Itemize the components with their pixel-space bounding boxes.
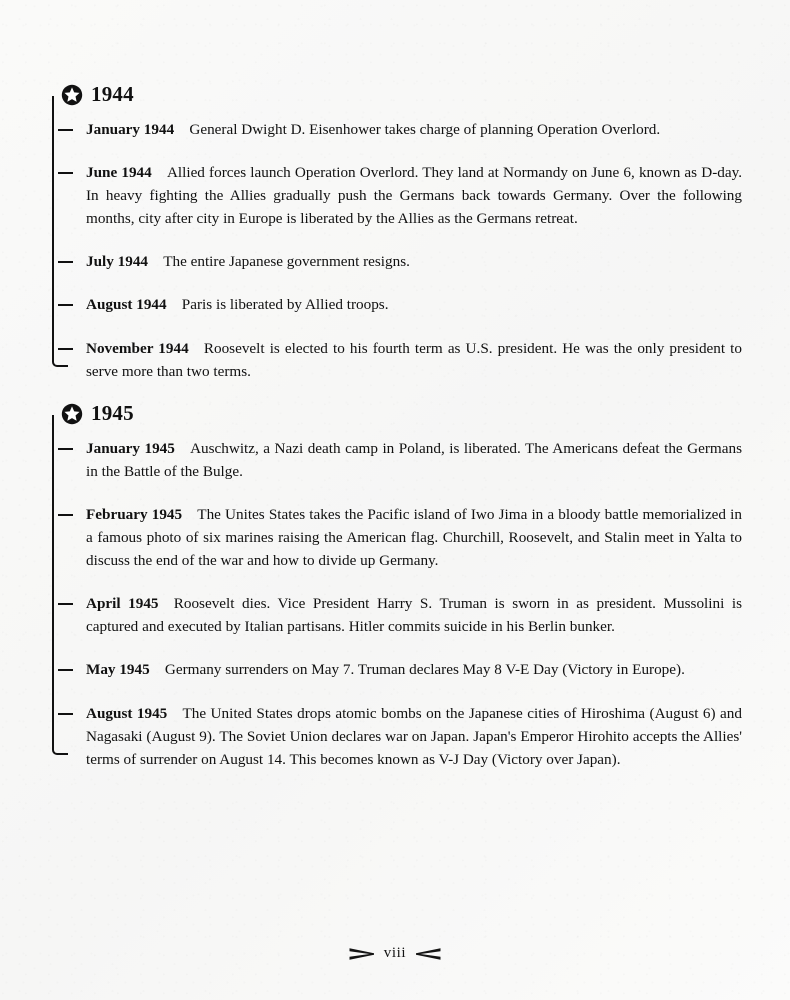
entry-tick [58, 129, 73, 131]
entry-term: April 1945 [86, 595, 159, 613]
entry-tick [58, 448, 73, 450]
timeline-entry [72, 658, 742, 681]
timeline-entry [72, 702, 742, 771]
entry-term: January 1944 [86, 121, 175, 138]
timeline-entry [72, 293, 742, 316]
year-heading-1944 [72, 82, 742, 112]
entry-term: June 1944 [86, 164, 152, 182]
entry-term: May 1945 [86, 661, 150, 679]
entry-text: Auschwitz, a Nazi death camp in Poland, is liberated. The Americans defeat the Germans in the Battle of the Bulge. [86, 439, 742, 480]
timeline-rail [52, 96, 68, 367]
timeline [52, 82, 742, 775]
timeline-rail [52, 415, 68, 755]
entry-text: The Unites States takes the Pacific island of Iwo Jima in a bloody battle memorialized in a famous photo of six marines raising the American flag. Churchill, Roosevelt, and Stalin meet in Yalta to discuss the end of the war and how to divide up Germany. [86, 505, 742, 570]
year-label: 1944 [91, 82, 134, 106]
entry-text: Allied forces launch Operation Overlord. They land at Normandy on June 6, known as D-day. In heavy fighting the Allies gradually push the Germans back towards Germany. Over the following months, city after city in Europe is liberated by the Allies as the Germans retreat. [86, 164, 742, 228]
entry-term: November 1944 [86, 339, 189, 357]
entry-text: Germany surrenders on May 7. Truman declares May 8 V-E Day (Victory in Europe). [164, 661, 685, 679]
entry-tick [58, 514, 73, 516]
page-footer [0, 946, 790, 961]
entry-tick [58, 669, 73, 671]
entry-text: Paris is liberated by Allied troops. [181, 296, 389, 314]
star-in-circle-icon [61, 84, 83, 106]
year-label: 1945 [91, 400, 134, 425]
entry-tick [58, 261, 73, 263]
entry-text: General Dwight D. Eisenhower takes charge of planning Operation Overlord. [189, 121, 661, 138]
group-spacer [52, 387, 742, 405]
timeline-entry [72, 503, 742, 572]
timeline-entry [72, 592, 742, 638]
entry-term: August 1945 [86, 704, 168, 722]
entry-term: January 1945 [86, 439, 175, 457]
entry-text: The United States drops atomic bombs on the Japanese cities of Hiroshima (August 6) and Nagasaki (August 9). The Soviet Union declares war on Japan. Japan's Emperor Hirohito accepts the Allies' terms of surrender on August 14. This becomes known as V-J Day (Victory over Japan). [86, 704, 742, 768]
entry-tick [58, 304, 73, 306]
year-heading-1945 [72, 400, 742, 431]
timeline-entry [72, 118, 742, 141]
star-in-circle-icon [61, 403, 83, 425]
entry-text: The entire Japanese government resigns. [163, 253, 410, 271]
entry-tick [58, 603, 73, 605]
entry-tick [58, 348, 73, 350]
entry-term: August 1944 [86, 296, 167, 314]
year-group-1945 [52, 400, 742, 771]
year-group-1944 [52, 82, 742, 383]
timeline-entry [72, 437, 742, 483]
double-chevron-right-icon [349, 947, 375, 961]
timeline-entry [72, 337, 742, 383]
timeline-entry [72, 250, 742, 273]
entry-term: February 1945 [86, 505, 183, 523]
entry-tick [58, 713, 73, 715]
entry-text: Roosevelt is elected to his fourth term as U.S. president. He was the only president to serve more than two terms. [86, 339, 742, 380]
double-chevron-left-icon [415, 947, 441, 961]
entry-text: Roosevelt dies. Vice President Harry S. Truman is sworn in as president. Mussolini is captured and executed by Italian partisans. Hitler commits suicide in his Berlin bunker. [86, 595, 742, 636]
entry-tick [58, 172, 73, 174]
page-number: viii [383, 945, 407, 961]
timeline-entry [72, 161, 742, 230]
entry-term: July 1944 [86, 253, 149, 271]
